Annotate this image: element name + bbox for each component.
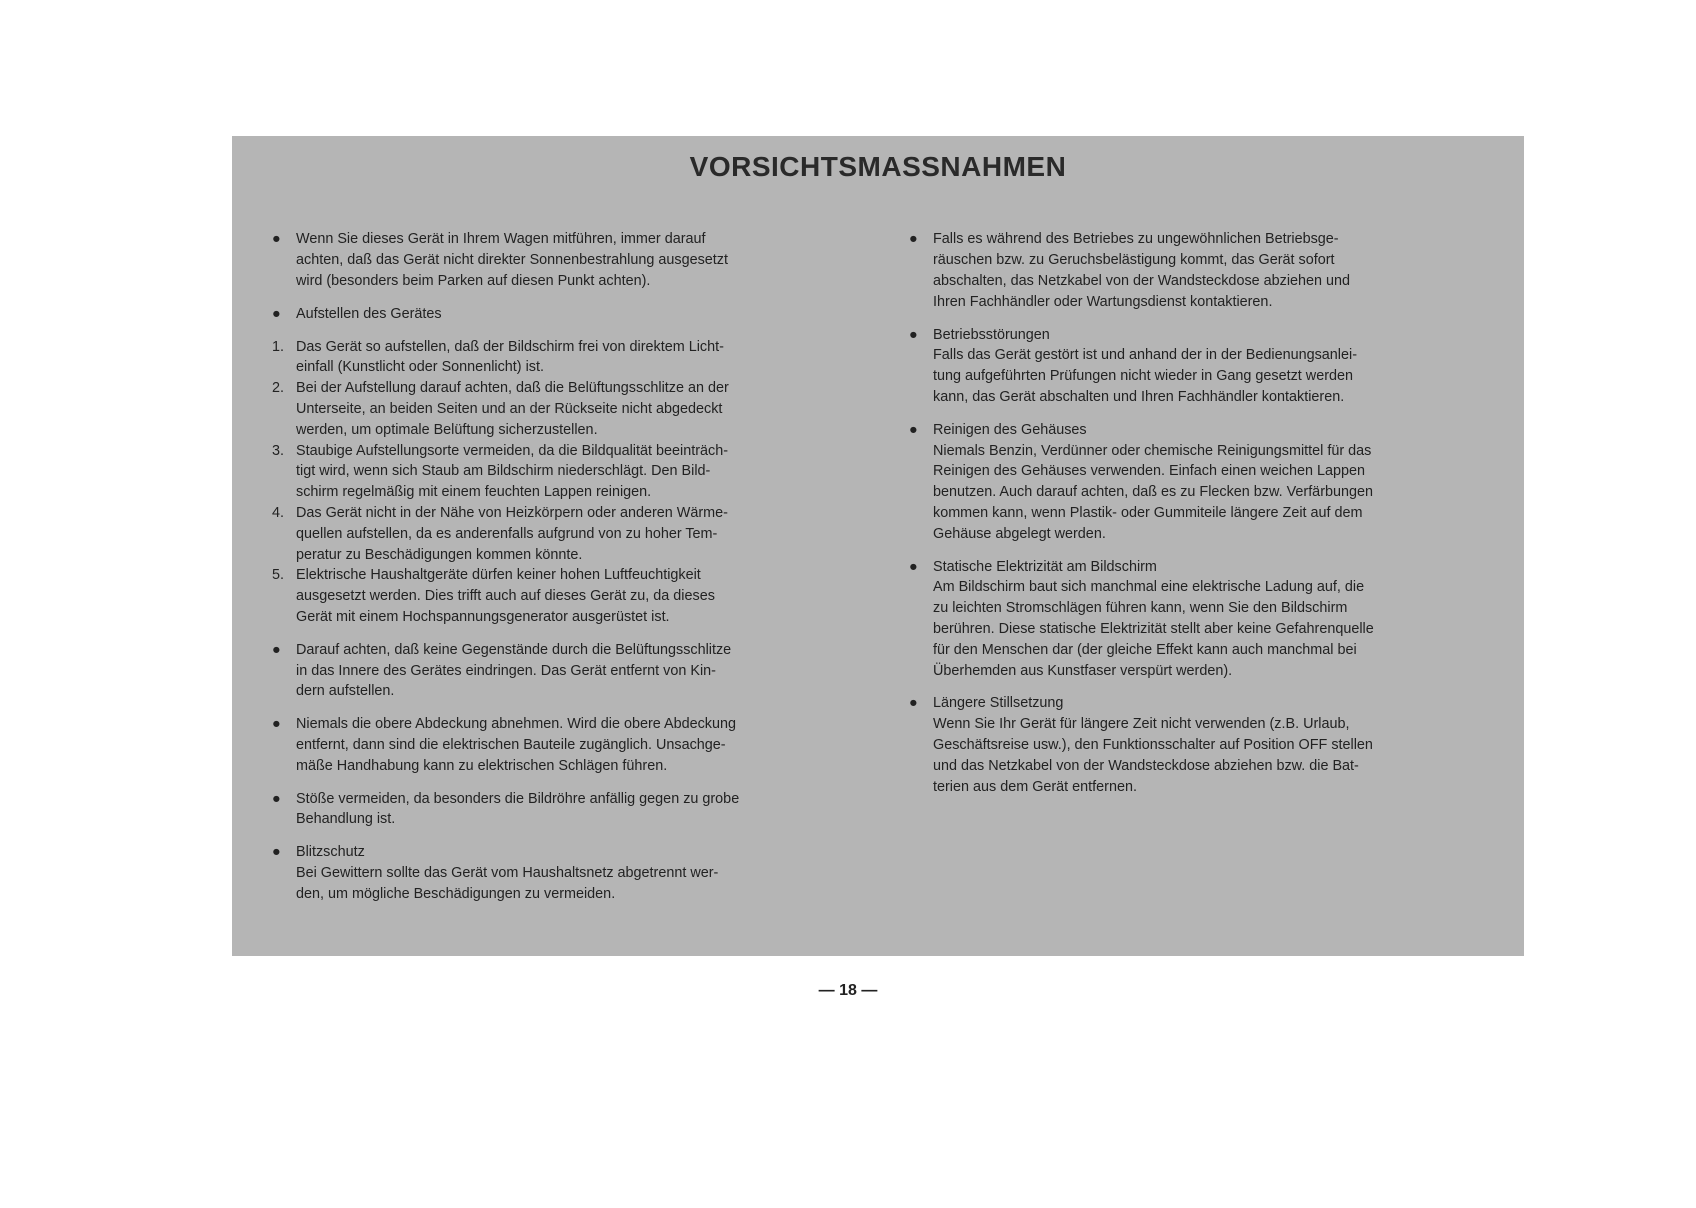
list-item <box>272 337 847 379</box>
item-text: Falls es während des Betriebes zu ungewöhnlichen Betriebsge- räuschen bzw. zu Geruchsbelästigung kommt, das Gerät sofort abschalten, das Netzkabel von der Wandsteckdose abziehen und Ihren Fachhändler oder Wartungsdienst kontaktieren. <box>933 231 1351 310</box>
item-text: Wenn Sie dieses Gerät in Ihrem Wagen mitführen, immer darauf achten, daß das Gerät nicht direkter Sonnenbestrahlung ausgesetzt wird (besonders beim Parken auf diesen Punkt achten). <box>296 231 728 289</box>
bullet-icon: ● <box>272 716 281 733</box>
bullet-icon: ● <box>909 421 918 438</box>
list-item <box>272 304 847 325</box>
bullet-icon: ● <box>909 326 918 343</box>
bullet-icon: ● <box>272 641 281 658</box>
item-number: 3. <box>272 442 285 459</box>
item-text: Bei der Aufstellung darauf achten, daß die Belüftungsschlitze an der Unterseite, an beiden Seiten und an der Rückseite nicht abgedeckt werden, um optimale Belüftung sicherzustellen. <box>296 380 729 438</box>
list-item <box>272 229 847 291</box>
item-text: Das Gerät nicht in der Nähe von Heizkörpern oder anderen Wärme- quellen aufstellen, da es anderenfalls aufgrund von zu hoher Tem- peratur zu Beschädigungen kommen könnte. <box>296 504 728 563</box>
item-number: 1. <box>272 338 285 355</box>
page-number: — 18 — <box>818 982 878 999</box>
bullet-icon: ● <box>272 231 281 248</box>
list-item <box>272 640 847 702</box>
bullet-icon: ● <box>272 844 281 861</box>
list-item <box>272 441 847 503</box>
item-text: Statische Elektrizität am Bildschirm Am Bildschirm baut sich manchmal eine elektrische Ladung auf, die zu leichten Stromschlägen führen kann, wenn Sie den Bildschirm berühren. Diese statische Elektrizität stellt aber keine Gefahrenquelle für den Menschen dar (der gleiche Effekt kann auch manchmal bei Überhemden aus Kunstfaser verspürt werden). <box>933 558 1374 679</box>
list-item <box>909 557 1484 682</box>
item-text: Stöße vermeiden, da besonders die Bildröhre anfällig gegen zu grobe Behandlung ist. <box>296 790 740 828</box>
precautions-panel <box>232 136 1524 956</box>
bullet-icon: ● <box>909 231 918 248</box>
item-text: Darauf achten, daß keine Gegenstände durch die Belüftungsschlitze in das Innere des Gerätes eindringen. Das Gerät entfernt von Kin- dern aufstellen. <box>296 641 732 700</box>
item-text: Blitzschutz Bei Gewittern sollte das Gerät vom Haushaltsnetz abgetrennt wer- den, um mögliche Beschädigungen zu vermeiden. <box>296 844 719 902</box>
list-item <box>272 503 847 565</box>
list-item <box>909 229 1484 312</box>
list-item <box>909 420 1484 545</box>
bullet-icon: ● <box>909 695 918 712</box>
list-item <box>272 714 847 776</box>
item-text: Elektrische Haushaltgeräte dürfen keiner hohen Luftfeuchtigkeit ausgesetzt werden. Dies trifft auch auf dieses Gerät zu, da dieses Gerät mit einem Hochspannungsgenerator ausgerüstet ist. <box>296 567 715 625</box>
item-text: Längere Stillsetzung Wenn Sie Ihr Gerät für längere Zeit nicht verwenden (z.B. Urlaub, Geschäftsreise usw.), den Funktionsschalter auf Position OFF stellen und das Netzkabel von der Wandsteckdose abziehen bzw. die Bat- terien aus dem Gerät entfernen. <box>933 695 1373 795</box>
bullet-icon: ● <box>909 558 918 575</box>
item-number: 2. <box>272 380 285 397</box>
page-title: VORSICHTSMASSNAHMEN <box>689 151 1067 182</box>
list-item <box>909 693 1484 797</box>
list-item <box>272 378 847 440</box>
content-columns <box>272 229 1484 916</box>
item-number: 5. <box>272 567 285 584</box>
item-number: 4. <box>272 504 285 521</box>
list-item <box>272 789 847 831</box>
bullet-icon: ● <box>272 305 281 322</box>
item-text: Reinigen des Gehäuses Niemals Benzin, Verdünner oder chemische Reinigungsmittel für das Reinigen des Gehäuses verwenden. Einfach einen weichen Lappen benutzen. Auch darauf achten, daß es zu Flecken bzw. Verfärbungen kommen kann, wenn Plastik- oder Gummiteile längere Zeit auf dem Gehäuse abgelegt werden. <box>933 421 1374 542</box>
item-text: Staubige Aufstellungsorte vermeiden, da die Bildqualität beeinträch- tigt wird, wenn sich Staub am Bildschirm niederschlägt. Den Bild- schirm regelmäßig mit einem feuchten Lappen reinigen. <box>296 442 728 501</box>
list-item <box>272 842 847 904</box>
right-column <box>909 229 1484 916</box>
bullet-icon: ● <box>272 790 281 807</box>
item-text: Aufstellen des Gerätes <box>296 305 442 322</box>
list-item <box>909 325 1484 408</box>
item-text: Das Gerät so aufstellen, daß der Bildschirm frei von direktem Licht- einfall (Kunstlicht oder Sonnenlicht) ist. <box>296 338 724 376</box>
left-column <box>272 229 847 916</box>
item-text: Niemals die obere Abdeckung abnehmen. Wird die obere Abdeckung entfernt, dann sind die elektrischen Bauteile zugänglich. Unsachge- mäße Handhabung kann zu elektrischen Schlägen führen. <box>296 716 736 774</box>
list-item <box>272 565 847 627</box>
item-text: Betriebsstörungen Falls das Gerät gestört ist und anhand der in der Bedienungsanlei- tung aufgeführten Prüfungen nicht wieder in Gang gesetzt werden kann, das Gerät abschalten und Ihren Fachhändler kontaktieren. <box>933 326 1357 405</box>
